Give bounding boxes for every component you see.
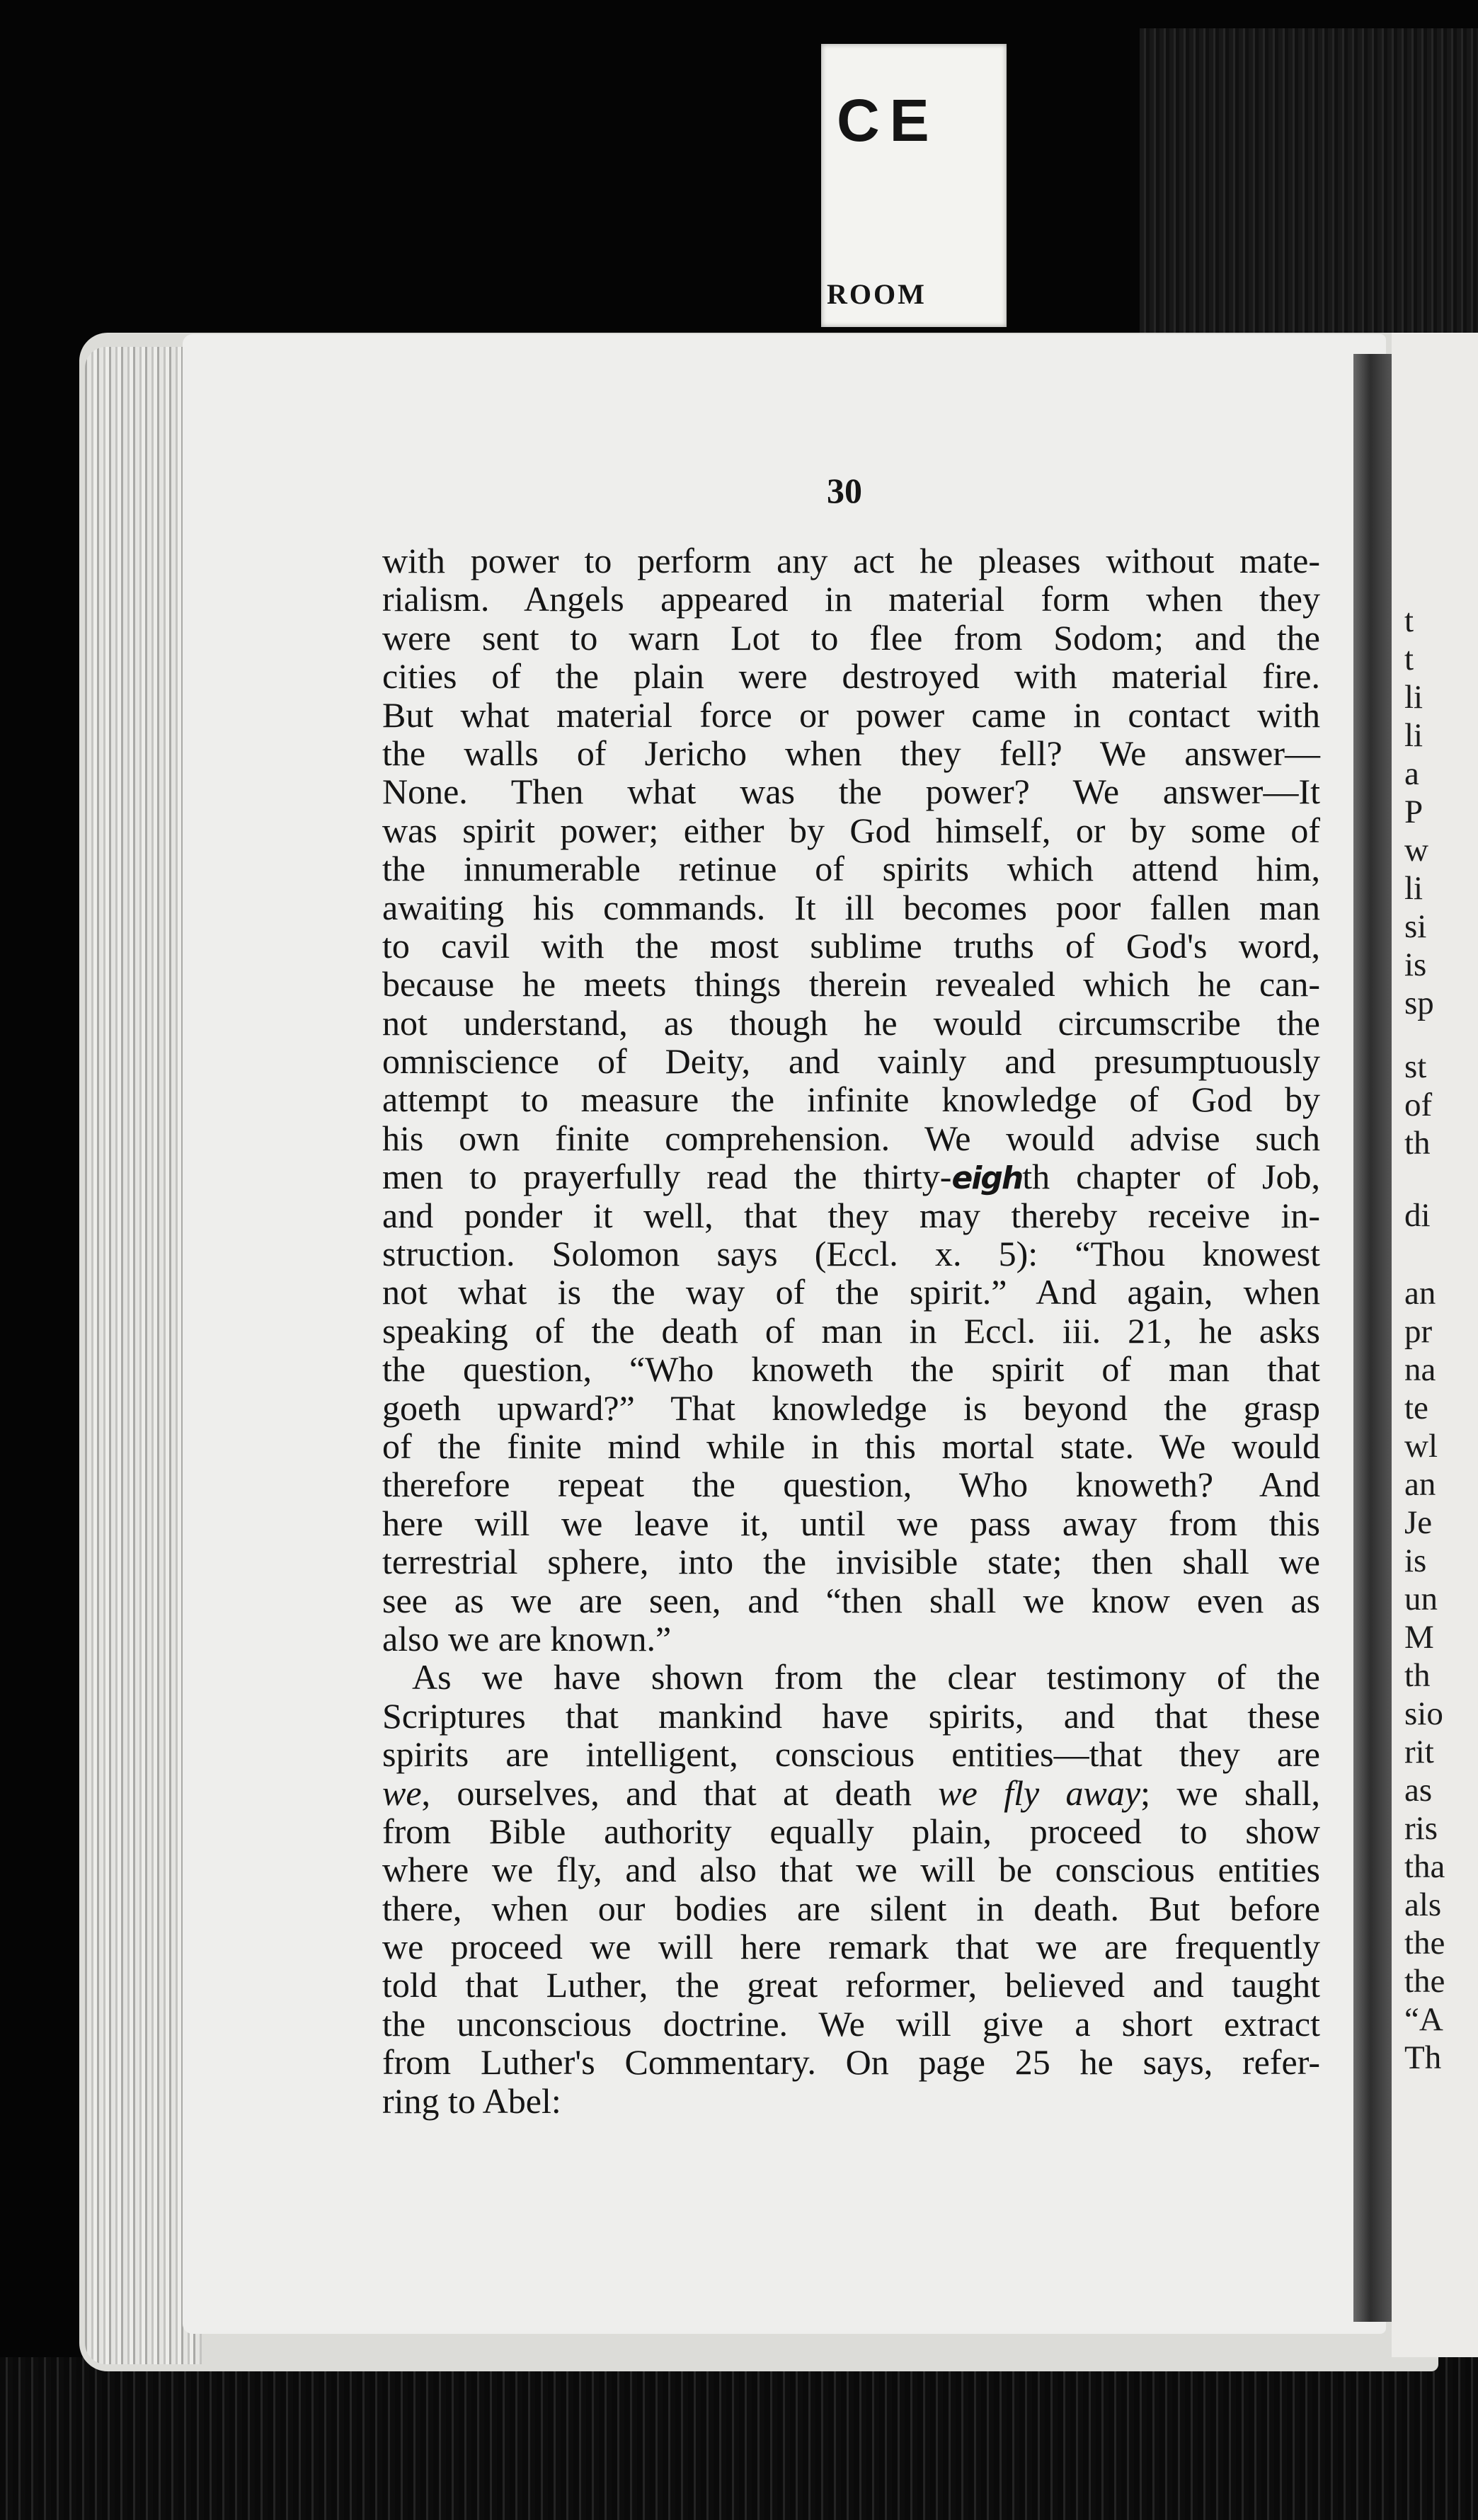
text-line: spirits are intelligent, conscious entities—that they are [382,1734,1320,1775]
facing-fragment: pr [1404,1313,1433,1350]
text-line: from Luther's Commentary. On page 25 he says, refer- [382,2042,1320,2083]
text-line: rialism. Angels appeared in material form when they [382,579,1320,619]
text-line: ring to Abel: [382,2080,561,2121]
text-line: But what material force or power came in contact with [382,694,1320,735]
spine-label-bottom: ROOM [827,278,927,310]
facing-fragment: rit [1404,1734,1434,1770]
text-line: told that Luther, the great reformer, believed and taught [382,1965,1320,2005]
facing-fragment: si [1404,908,1427,945]
facing-fragment: th [1404,1657,1431,1694]
facing-fragment: tha [1404,1848,1445,1885]
facing-fragment: the [1404,1925,1445,1961]
facing-fragment: na [1404,1351,1436,1388]
text-line: therefore repeat the question, Who knoweth? And [382,1465,1320,1505]
facing-fragment: st [1404,1048,1427,1085]
italic-we: we [382,1772,422,1813]
text-segment: , ourselves, and that at death [421,1772,939,1813]
text-line: and ponder it well, that they may thereby receive in- [382,1195,1320,1235]
text-line: because he meets things therein revealed which he can- [382,964,1320,1004]
facing-fragment: sp [1404,985,1434,1021]
handwritten-correction: eigh [951,1160,1023,1197]
text-line: Scriptures that mankind have spirits, and that these [382,1695,1320,1736]
facing-fragment: is [1404,946,1427,983]
text-line: omniscience of Deity, and vainly and presumptuously [382,1041,1320,1082]
text-line: where we fly, and also that we will be conscious entities [382,1850,1320,1890]
text-segment: men to prayerfully read the thirty- [382,1157,952,1197]
text-line: attempt to measure the infinite knowledge of God by [382,1079,1320,1120]
spine-label-top: CE [837,87,939,154]
text-line: we proceed we will here remark that we are frequently [382,1927,1320,1967]
page-number: 30 [827,471,862,510]
text-line: awaiting his commands. It ill becomes poor fallen man [382,887,1320,927]
text-line: the walls of Jericho when they fell? We answer— [382,733,1320,773]
facing-fragment: li [1404,717,1423,754]
text-line: the innumerable retinue of spirits which attend him, [382,849,1320,889]
facing-page [1392,333,1478,2357]
page-text [382,542,1320,2120]
text-line: see as we are seen, and “then shall we know even as [382,1580,1320,1620]
facing-fragment: as [1404,1772,1433,1809]
text-line-job [382,1157,1320,1196]
facing-fragment: t [1404,641,1414,677]
book-cover-texture [0,2357,1478,2520]
facing-fragment: M [1404,1619,1434,1656]
text-line: None. Then what was the power? We answer—It [382,772,1320,812]
text-line: As we have shown from the clear testimony of the [412,1657,1320,1697]
text-line: from Bible authority equally plain, proceed to show [382,1811,1320,1851]
facing-fragment: w [1404,832,1428,869]
text-line: of the finite mind while in this mortal state. We would [382,1426,1320,1466]
text-line: his own finite comprehension. We would advise such [382,1118,1320,1158]
facing-fragment: ris [1404,1810,1438,1847]
text-line: were sent to warn Lot to flee from Sodom; and the [382,617,1320,658]
text-line: also we are known.” [382,1618,672,1659]
facing-fragment: th [1404,1125,1431,1162]
facing-fragment: t [1404,602,1414,639]
text-line: terrestrial sphere, into the invisible state; then shall we [382,1542,1320,1582]
italic-we-fly-away: we fly away [938,1772,1141,1813]
facing-fragment: Je [1404,1504,1433,1541]
book-gutter [1353,354,1396,2322]
text-line: goeth upward?” That knowledge is beyond the grasp [382,1387,1320,1428]
text-line: to cavil with the most sublime truths of God's word, [382,925,1320,966]
facing-fragment: “A [1404,2001,1443,2038]
text-line: speaking of the death of man in Eccl. iii. 21, he asks [382,1310,1320,1351]
text-line: not what is the way of the spirit.” And again, when [382,1272,1320,1312]
text-line-italic [382,1774,1320,1812]
facing-fragment: sio [1404,1695,1443,1732]
facing-fragment: a [1404,755,1419,792]
text-line: the unconscious doctrine. We will give a short extract [382,2003,1320,2044]
facing-fragment: wl [1404,1428,1438,1465]
text-line: the question, “Who knoweth the spirit of man that [382,1349,1320,1390]
facing-fragment: te [1404,1390,1428,1426]
facing-fragment: of [1404,1087,1433,1123]
facing-fragment: an [1404,1275,1436,1312]
text-line: here will we leave it, until we pass away from this [382,1503,1320,1543]
text-line: not understand, as though he would circumscribe the [382,1002,1320,1043]
facing-fragment: li [1404,679,1423,716]
spine-label [821,44,1007,327]
text-line: was spirit power; either by God himself, or by some of [382,810,1320,850]
text-line: cities of the plain were destroyed with material fire. [382,656,1320,697]
facing-fragment: the [1404,1963,1445,2000]
facing-fragment: un [1404,1581,1438,1617]
facing-fragment: is [1404,1542,1427,1579]
facing-fragment: an [1404,1466,1436,1503]
facing-fragment: Th [1404,2039,1442,2076]
facing-fragment: di [1404,1197,1431,1234]
facing-fragment: P [1404,794,1423,830]
text-segment: th chapter of Job, [1022,1157,1320,1197]
text-line: struction. Solomon says (Eccl. x. 5): “Thou knowest [382,1234,1320,1274]
text-line: there, when our bodies are silent in death. But before [382,1888,1320,1928]
text-segment: ; we shall, [1140,1772,1320,1813]
text-line: with power to perform any act he pleases without mate- [382,541,1320,580]
facing-fragment: li [1404,870,1423,907]
facing-fragment: als [1404,1886,1442,1923]
